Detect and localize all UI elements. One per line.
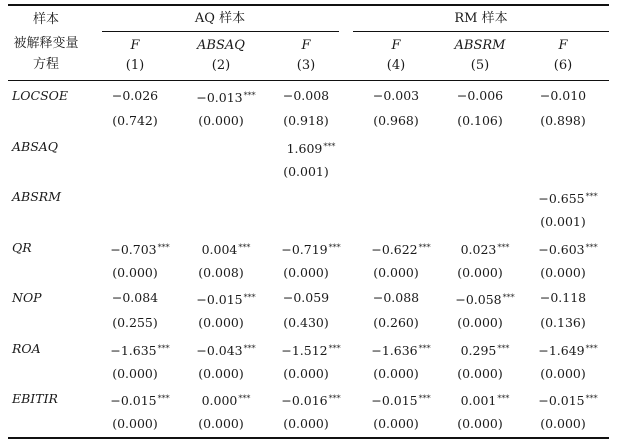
p-value-cell: (0.000) [373,416,419,431]
coefficient-cell [457,88,503,103]
coefficient-cell [455,290,514,307]
significance-stars: *** [323,141,336,151]
column-header-number: (1) [125,58,145,73]
p-value-cell: (0.260) [373,315,419,330]
coefficient-cell [202,240,251,257]
significance-stars: *** [497,394,510,403]
coefficient-value: 0.023 [460,241,497,257]
coefficient-value: −0.016 [281,393,328,408]
coefficient-cell [281,341,340,358]
coefficient-cell [196,290,255,307]
significance-stars: *** [502,293,515,302]
coefficient-value: −0.026 [111,88,159,103]
p-value-cell: (0.000) [198,113,244,128]
coefficient-cell [196,341,255,358]
p-value-cell: (0.000) [373,264,419,280]
p-value-cell: (0.000) [283,365,329,381]
p-value-cell: (0.000) [112,416,158,431]
column-header-number: (3) [296,58,316,73]
coefficient-value: −0.719 [281,241,328,257]
significance-stars: *** [328,242,341,252]
row-label: NOP [12,290,42,305]
p-value-cell: (0.000) [198,416,244,431]
top-rule [8,4,609,6]
significance-stars: *** [157,394,170,403]
row-label: ABSAQ [12,138,59,154]
significance-stars: *** [328,343,341,353]
significance-stars: *** [418,343,431,353]
column-header-var: F [301,38,311,53]
coefficient-value: −1.512 [281,342,328,358]
coefficient-cell [110,391,169,408]
coefficient-value: 0.000 [201,393,238,408]
row-label: ABSRM [12,189,61,204]
p-value-cell: (0.000) [457,365,503,381]
coefficient-cell [540,290,586,305]
coefficient-cell [371,391,430,408]
coefficient-value: −0.118 [539,290,587,305]
column-header-number: (6) [553,58,573,73]
coefficient-value: 0.004 [201,241,238,257]
coefficient-cell [112,290,158,305]
coefficient-value: −1.649 [538,342,585,358]
p-value-cell: (0.000) [457,416,503,431]
column-header-number: (2) [211,58,231,73]
coefficient-cell [538,341,597,358]
coefficient-value: −0.084 [111,290,159,305]
p-value-cell: (0.001) [283,163,329,179]
p-value-cell: (0.106) [457,113,503,128]
coefficient-value: −0.603 [538,241,585,257]
p-value-cell: (0.000) [198,365,244,381]
coefficient-value: −0.010 [539,88,587,103]
coefficient-cell [110,341,169,358]
coefficient-value: −0.015 [196,292,243,307]
significance-stars: *** [243,91,256,100]
significance-stars: *** [585,394,598,403]
p-value-cell: (0.000) [198,315,244,330]
coefficient-cell [202,391,251,408]
coefficient-cell [461,341,510,358]
sample-label: 样本 [32,12,60,27]
p-value-cell: (0.008) [198,264,244,280]
significance-stars: *** [238,242,251,252]
header-bottom-rule [8,80,609,81]
column-header-var: ABSRM [454,38,506,53]
p-value-cell: (0.000) [283,264,329,280]
coefficient-cell [110,240,169,257]
p-value-cell: (0.000) [112,365,158,381]
coefficient-value: −0.013 [196,90,243,105]
significance-stars: *** [585,343,598,353]
p-value-cell: (0.000) [540,416,586,431]
coefficient-value: −0.008 [282,88,330,103]
coefficient-value: −0.015 [110,393,157,408]
coefficient-value: 0.295 [460,342,497,358]
coefficient-value: −0.006 [456,88,504,103]
coefficient-cell [538,189,597,206]
coefficient-cell [371,341,430,358]
coefficient-value: −0.015 [538,393,585,408]
significance-stars: *** [418,394,431,403]
significance-stars: *** [157,242,170,252]
column-header-var: F [130,38,140,53]
coefficient-cell [281,240,340,257]
coefficient-cell [287,139,336,156]
p-value-cell: (0.742) [112,113,158,128]
coefficient-value: 0.001 [460,393,497,408]
coefficient-cell [538,391,597,408]
group-aq-header: AQ 样本 [194,11,246,26]
bottom-rule [8,437,609,439]
row-label: ROA [12,340,41,356]
significance-stars: *** [497,343,510,353]
significance-stars: *** [497,242,510,252]
significance-stars: *** [585,242,598,252]
row-label: LOCSOE [12,88,69,103]
p-value-cell: (0.000) [112,264,158,280]
coefficient-cell [461,240,510,257]
coefficient-value: −0.043 [196,342,243,358]
coefficient-cell [281,391,340,408]
p-value-cell: (0.000) [457,264,503,280]
significance-stars: *** [157,343,170,353]
p-value-cell: (0.001) [540,214,586,229]
column-header-var: ABSAQ [197,38,245,53]
coefficient-value: −0.059 [282,290,330,305]
p-value-cell: (0.898) [540,113,586,128]
p-value-cell: (0.000) [457,315,503,330]
equation-label: 方程 [32,57,60,72]
coefficient-cell [196,88,255,105]
column-header-number: (4) [386,58,406,73]
aq-group-rule [102,31,339,32]
coefficient-cell [540,88,586,103]
coefficient-value: 1.609 [286,140,323,156]
p-value-cell: (0.000) [283,416,329,431]
row-label: EBITIR [12,391,58,406]
coefficient-value: −0.003 [372,88,420,103]
p-value-cell: (0.430) [283,315,329,330]
coefficient-cell [373,88,419,103]
coefficient-value: −0.655 [538,191,585,206]
coefficient-cell [371,240,430,257]
p-value-cell: (0.255) [112,315,158,330]
significance-stars: *** [585,192,598,201]
row-label: QR [12,239,32,255]
p-value-cell: (0.000) [373,365,419,381]
column-header-var: F [558,38,568,53]
significance-stars: *** [243,293,256,302]
rm-group-rule [353,31,609,32]
coefficient-cell [112,88,158,103]
significance-stars: *** [328,394,341,403]
column-header-var: F [391,38,401,53]
coefficient-value: −0.622 [371,241,418,257]
coefficient-value: −1.636 [371,342,418,358]
coefficient-cell [461,391,510,408]
significance-stars: *** [238,394,251,403]
coefficient-value: −1.635 [110,342,157,358]
p-value-cell: (0.000) [540,264,586,280]
coefficient-cell [373,290,419,305]
coefficient-value: −0.088 [372,290,420,305]
dependent-variable-label: 被解释变量 [13,36,79,51]
coefficient-cell [538,240,597,257]
coefficient-cell [283,290,329,305]
p-value-cell: (0.000) [540,365,586,381]
coefficient-value: −0.703 [110,241,157,257]
significance-stars: *** [243,343,256,353]
significance-stars: *** [418,242,431,252]
p-value-cell: (0.136) [540,315,586,330]
p-value-cell: (0.918) [283,113,329,128]
coefficient-value: −0.058 [455,292,502,307]
p-value-cell: (0.968) [373,113,419,128]
coefficient-cell [283,88,329,103]
coefficient-value: −0.015 [371,393,418,408]
column-header-number: (5) [470,58,490,73]
group-rm-header: RM 样本 [454,11,508,26]
